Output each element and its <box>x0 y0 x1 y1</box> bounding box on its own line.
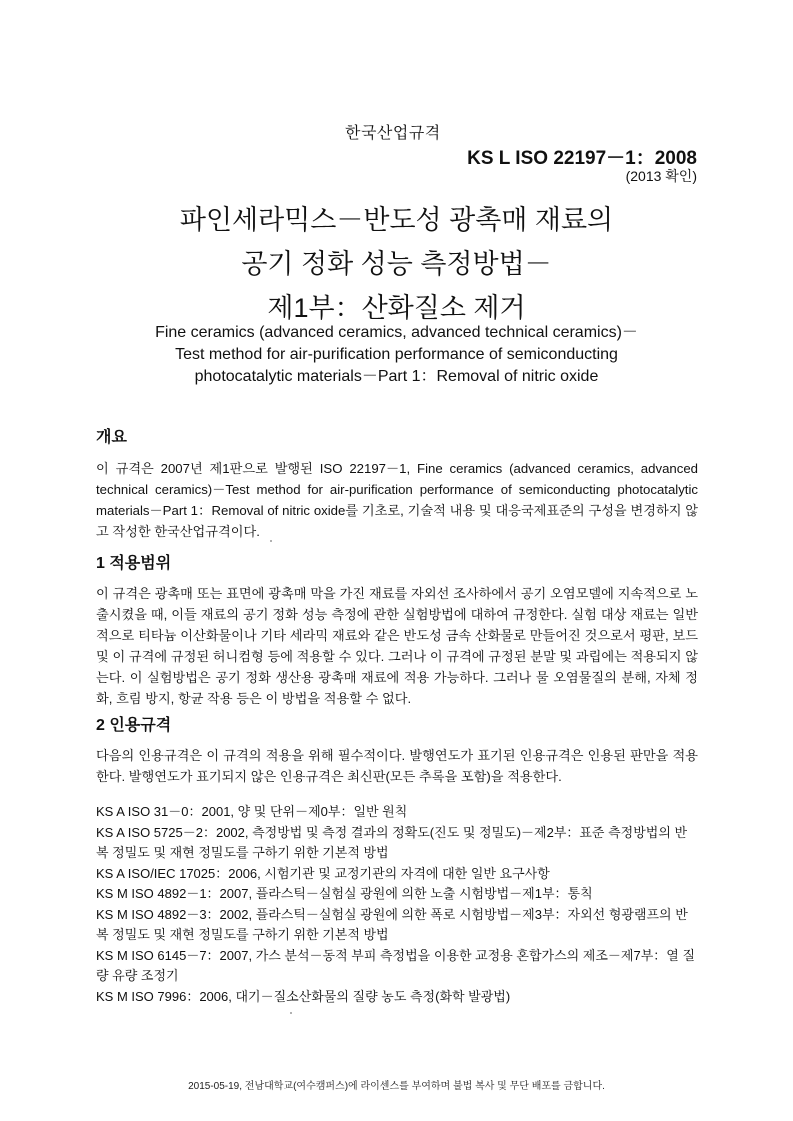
normative-heading: 2 인용규격 <box>96 717 172 734</box>
reference-item: KS M ISO 4892－1：2007, 플라스틱－실험실 광원에 의한 노출 시험방법－제1부：통칙 <box>96 886 593 901</box>
reference-item: KS M ISO 7996：2006, 대기－질소산화물의 질량 농도 측정(화학 발광법) <box>96 988 511 1004</box>
reference-item: KS M ISO 6145－7：2007, 가스 분석－동적 부피 측정법을 이용한 교정용 혼합가스의 제조－제7부：열 질량 유량 조정기 <box>96 947 696 983</box>
scan-speck <box>290 1012 292 1014</box>
reference-item: KS A ISO 31－0：2001, 양 및 단위－제0부：일반 원칙 <box>96 804 408 819</box>
scope-heading: 1 적용범위 <box>96 555 172 572</box>
english-title-line: Test method for air-purification performance of semiconducting <box>175 346 618 363</box>
overview-heading: 개요 <box>96 429 127 446</box>
english-title-line: photocatalytic materials－Part 1：Removal of nitric oxide <box>194 368 599 385</box>
reference-list <box>96 802 698 1007</box>
korean-title-line: 제1부：산화질소 제거 <box>267 293 526 323</box>
english-title <box>0 322 793 388</box>
korean-title-line: 공기 정화 성능 측정방법－ <box>241 249 552 279</box>
reference-item: KS M ISO 4892－3：2002, 플라스틱－실험실 광원에 의한 폭로 시험방법－제3부：자외선 형광램프의 반복 정밀도 및 재현 정밀도를 구하기 위한 기본적 방법 <box>96 906 688 942</box>
korean-title-line: 파인세라믹스－반도성 광촉매 재료의 <box>179 205 614 235</box>
standard-code: KS L ISO 22197－1：2008 <box>467 148 697 169</box>
english-title-line: Fine ceramics (advanced ceramics, advanced technical ceramics)－ <box>155 324 638 341</box>
scope-text: 이 규격은 광촉매 또는 표면에 광촉매 막을 가진 재료를 자외선 조사하에서 공기 오염모델에 지속적으로 노출시켰을 때, 이들 재료의 공기 정화 성능 측정에 관한 실험방법에 대하여 규정한다. 실험 대상 재료는 일반적으로 티타늄 이산화물이나 기타 세라믹 재료와 같은 반도성 금속 산화물로 만들어진 것으로서 평판, 보드 및 이 규격에 규정된 허니컴형 등에 적용할 수 있다. 그러나 이 규격에 규정된 분말 및 과립에는 적용되지 않는다. 이 실험방법은 공기 정화 생산용 광촉매 재료에 적용 가능하다. 그러나 물 오염물질의 분해, 자체 정화, 흐림 방지, 항균 작용 등은 이 방법을 적용할 수 없다. <box>96 586 698 706</box>
normative-text: 다음의 인용규격은 이 규격의 적용을 위해 필수적이다. 발행연도가 표기된 인용규격은 인용된 판만을 적용한다. 발행연도가 표기되지 않은 인용규격은 최신판(모든 추록을 포함)을 적용한다. <box>96 748 698 784</box>
korean-title <box>0 198 793 330</box>
standard-label: 한국산업규격 <box>345 125 441 142</box>
reference-item: KS A ISO/IEC 17025：2006, 시험기관 및 교정기관의 자격에 대한 일반 요구사항 <box>96 865 550 881</box>
reference-item: KS A ISO 5725－2：2002, 측정방법 및 측정 결과의 정확도(진도 및 정밀도)－제2부：표준 측정방법의 반복 정밀도 및 재현 정밀도를 구하기 위한 기본적 방법 <box>96 824 688 860</box>
license-footer: 2015-05-19, 전남대학교(여수캠퍼스)에 라이센스를 부여하며 불법 복사 및 무단 배포를 금합니다. <box>188 1081 605 1092</box>
scan-speck <box>270 540 272 542</box>
confirmation-year: (2013 확인) <box>625 168 697 184</box>
overview-text: 이 규격은 2007년 제1판으로 발행된 ISO 22197－1, Fine ceramics (advanced ceramics, advanced technical ceramics)－Test method for air-purification performance of semiconducting photocatalytic materials－Part 1：Removal of nitric oxide를 기초로, 기술적 내용 및 대응국제표준의 구성을 변경하지 않고 작성한 한국산업규격이다. <box>96 461 698 539</box>
